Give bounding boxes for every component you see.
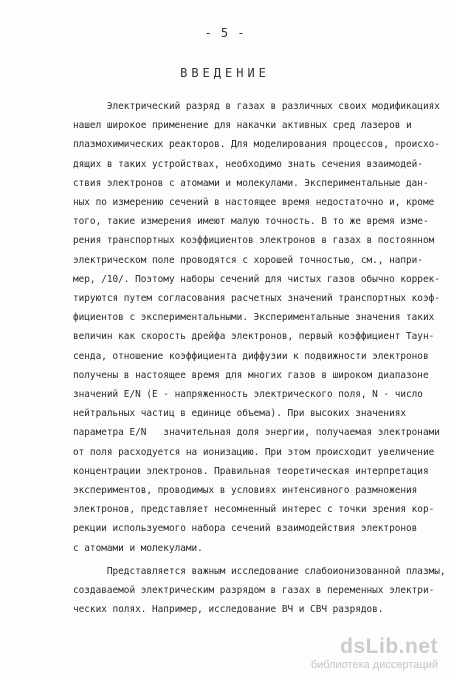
text-line: тируются путем согласования расчетных значений транспортных коэф- [73, 293, 440, 304]
text-line: Представляется важным исследование слабоионизованной плазмы, [73, 565, 446, 577]
text-line: концентрации электронов. Правильная теоретическая интерпретация [73, 465, 429, 477]
watermark [238, 636, 438, 672]
section-heading: ВВЕДЕНИЕ [180, 66, 270, 80]
text-line: экспериментов, проводимых в условиях интенсивного размножения [73, 485, 418, 496]
watermark-subtitle: библиотека диссертаций [310, 659, 438, 671]
text-line: того, такие измерения имеют малую точность. В то же время изме- [73, 216, 429, 228]
text-line: дящих в таких устройствах, необходимо знать сечения взаимодей- [73, 158, 423, 170]
watermark-logo: dsLib.net [340, 635, 438, 658]
text-line: рения транспортных коэффициентов электронов в газах в постоянном [73, 235, 435, 247]
text-line: нейтральных частиц в единице объема). При высоких значениях [73, 408, 407, 420]
text-line: электронов, представляет несомненный интерес с точки зрения кор- [73, 504, 435, 516]
text-line: фициентов с экспериментальными. Экспериментальные значения таких [73, 312, 435, 324]
text-line: ных по измерению сечений в настоящее время недостаточно и, кроме [73, 197, 435, 208]
text-line: ствия электронов с атомами и молекулами. Экспериментальные дан- [73, 177, 429, 189]
page-number: - 5 - [204, 26, 246, 40]
text-line: нашел широкое применение для накачки активных сред лазеров и [73, 120, 412, 132]
text-line: получены в настоящее время для многих газов в широком диапазоне [73, 369, 429, 381]
text-line: рекции используемого набора сечений взаимодействия электронов [73, 523, 418, 535]
text-line: ческих полях. Например, исследование ВЧ и СВЧ разрядов. [73, 604, 384, 616]
text-line: плазмохимических реакторов. Для моделирования процессов, происхо- [73, 139, 440, 151]
text-line: значений E/N (E - напряженность электрического поля, N - число [73, 389, 423, 400]
text-line: с атомами и молекулами. [73, 542, 203, 554]
text-line: электрическом поле проводятся с хорошей точностью, см., напри- [73, 254, 423, 266]
text-line: параметра E/N значительная доля энергии, получаемая электронами [73, 427, 440, 439]
text-line: мер, /10/. Поэтому наборы сечений для чистых газов обычно коррек- [73, 273, 440, 285]
text-line: создаваемой электрическим разрядом в газах в переменных электри- [73, 585, 435, 596]
text-line: Электрический разряд в газах в различных своих модификациях [73, 101, 440, 112]
text-line: сенда, отношение коэффициента диффузии к подвижности электронов [73, 350, 429, 362]
text-line: величин как скорость дрейфа электронов, первый коэффициент Таун- [73, 331, 435, 343]
text-line: от поля расходуется на ионизацию. При этом происходит увеличение [73, 446, 435, 458]
